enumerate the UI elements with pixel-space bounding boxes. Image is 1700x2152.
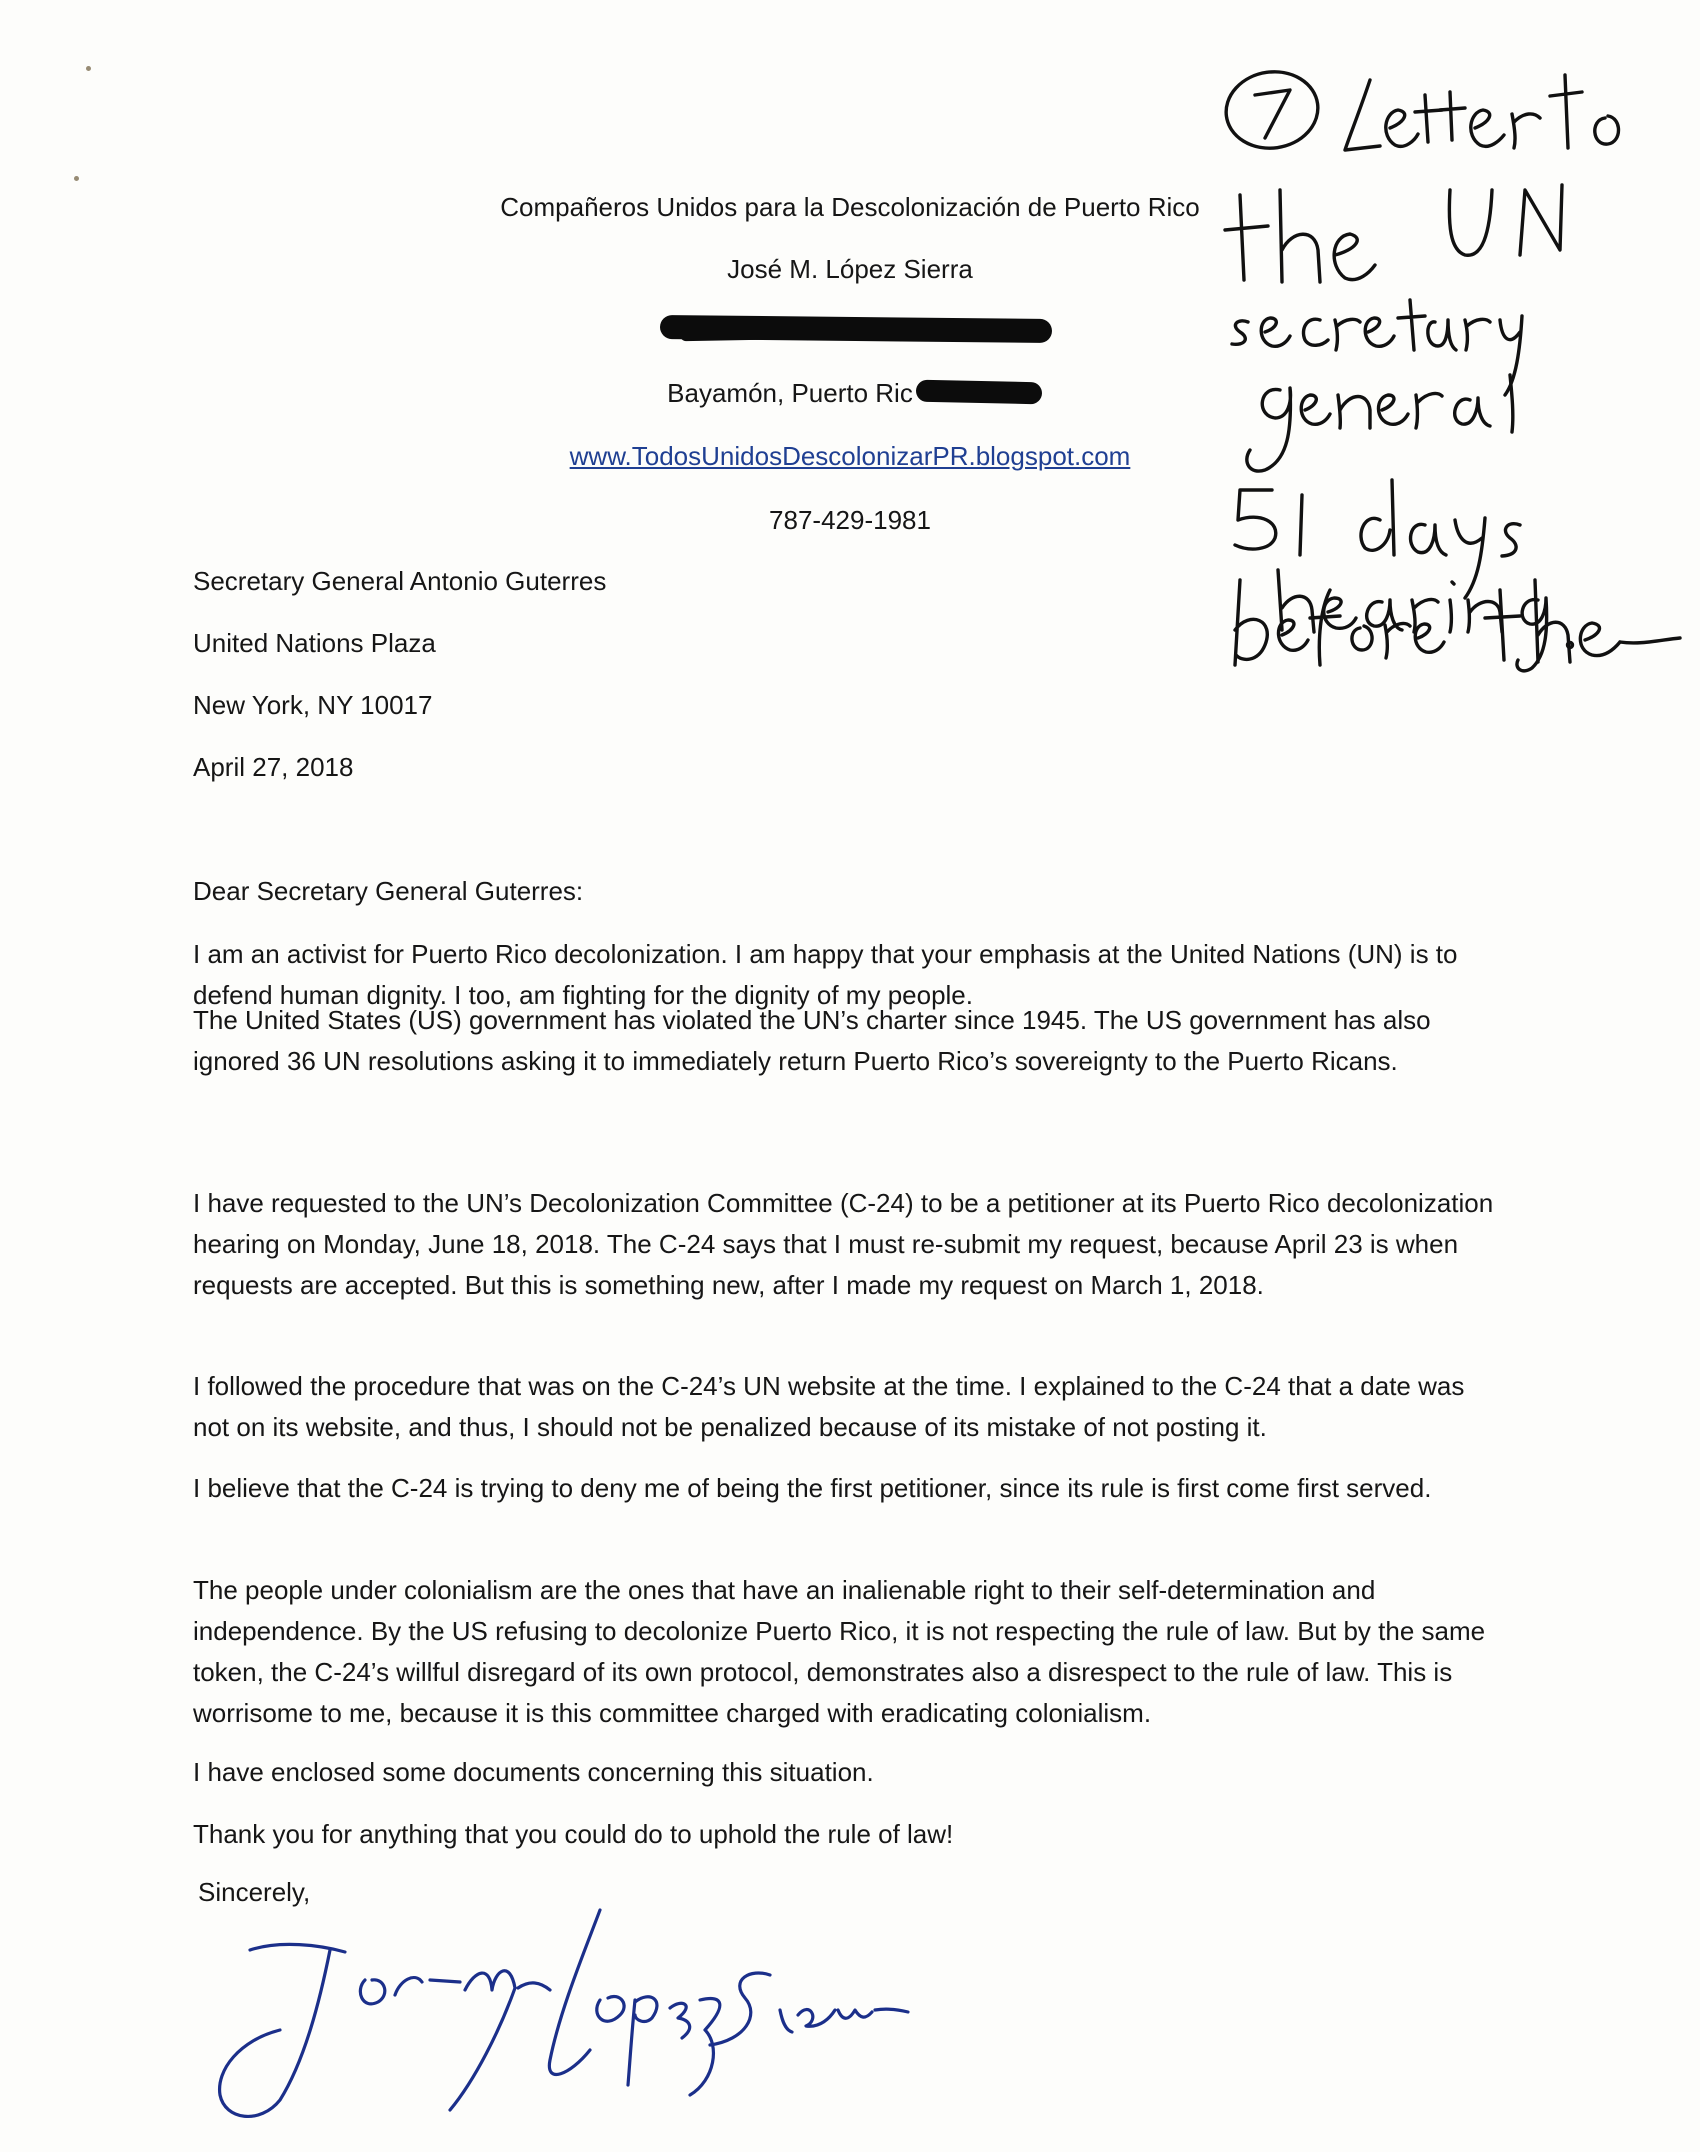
sender-name: José M. López Sierra bbox=[727, 254, 973, 284]
handwritten-signature bbox=[130, 1870, 910, 2130]
recipient-address-line: United Nations Plaza bbox=[193, 628, 436, 658]
scan-speck bbox=[74, 176, 79, 181]
recipient-city-line: New York, NY 10017 bbox=[193, 690, 433, 720]
body-paragraph: The people under colonialism are the ones that have an inalienable right to their self-determination and independence. By the US refusing to decolonize Puerto Rico, it is not respecting the rule of law. But by the same token, the C-24’s willful disregard of its own protocol, demonstrates also a disrespect to the rule of law. This is worrisome to me, because it is this committee charged with eradicating colonialism. bbox=[193, 1575, 1486, 1728]
sender-city-text: Bayamón, Puerto Ric bbox=[667, 378, 913, 408]
handwritten-margin-note-hearing bbox=[1270, 560, 1600, 680]
salutation: Dear Secretary General Guterres: bbox=[193, 876, 584, 906]
body-paragraph: The United States (US) government has violated the UN’s charter since 1945. The US government has also ignored 36 UN resolutions asking it to immediately return Puerto Rico’s sovereignty to the Puerto Ricans. bbox=[193, 1005, 1431, 1076]
body-paragraph: Thank you for anything that you could do to uphold the rule of law! bbox=[193, 1819, 954, 1849]
sender-city bbox=[440, 377, 1260, 409]
letter-date: April 27, 2018 bbox=[193, 752, 354, 782]
body-paragraph: I followed the procedure that was on the C-24’s UN website at the time. I explained to the C-24 that a date was not on its website, and thus, I should not be penalized because of its mistake of not posting it. bbox=[193, 1371, 1465, 1442]
body-paragraph: I believe that the C-24 is trying to deny me of being the first petitioner, since its rule is first come first served. bbox=[193, 1473, 1432, 1503]
organization-name: Compañeros Unidos para la Descolonización de Puerto Rico bbox=[500, 192, 1200, 222]
closing: Sincerely, bbox=[198, 1877, 311, 1907]
redacted-zip bbox=[916, 380, 1042, 405]
phone-number: 787-429-1981 bbox=[769, 505, 931, 535]
recipient-name: Secretary General Antonio Guterres bbox=[193, 566, 607, 596]
body-paragraph: I have requested to the UN’s Decolonization Committee (C-24) to be a petitioner at its Puerto Rico decolonization hearing on Monday, June 18, 2018. The C-24 says that I must re-submit my request, because April 23 is when requests are accepted. But this is something new, after I made my request on March 1, 2018. bbox=[193, 1188, 1494, 1300]
body-paragraph: I am an activist for Puerto Rico decolonization. I am happy that your emphasis at the United Nations (UN) is to defend human dignity. I too, am fighting for the dignity of my people. bbox=[193, 939, 1458, 1010]
body-paragraph: I have enclosed some documents concerning this situation. bbox=[193, 1757, 874, 1787]
scan-speck bbox=[86, 66, 91, 71]
website-link[interactable]: www.TodosUnidosDescolonizarPR.blogspot.com bbox=[569, 441, 1131, 471]
